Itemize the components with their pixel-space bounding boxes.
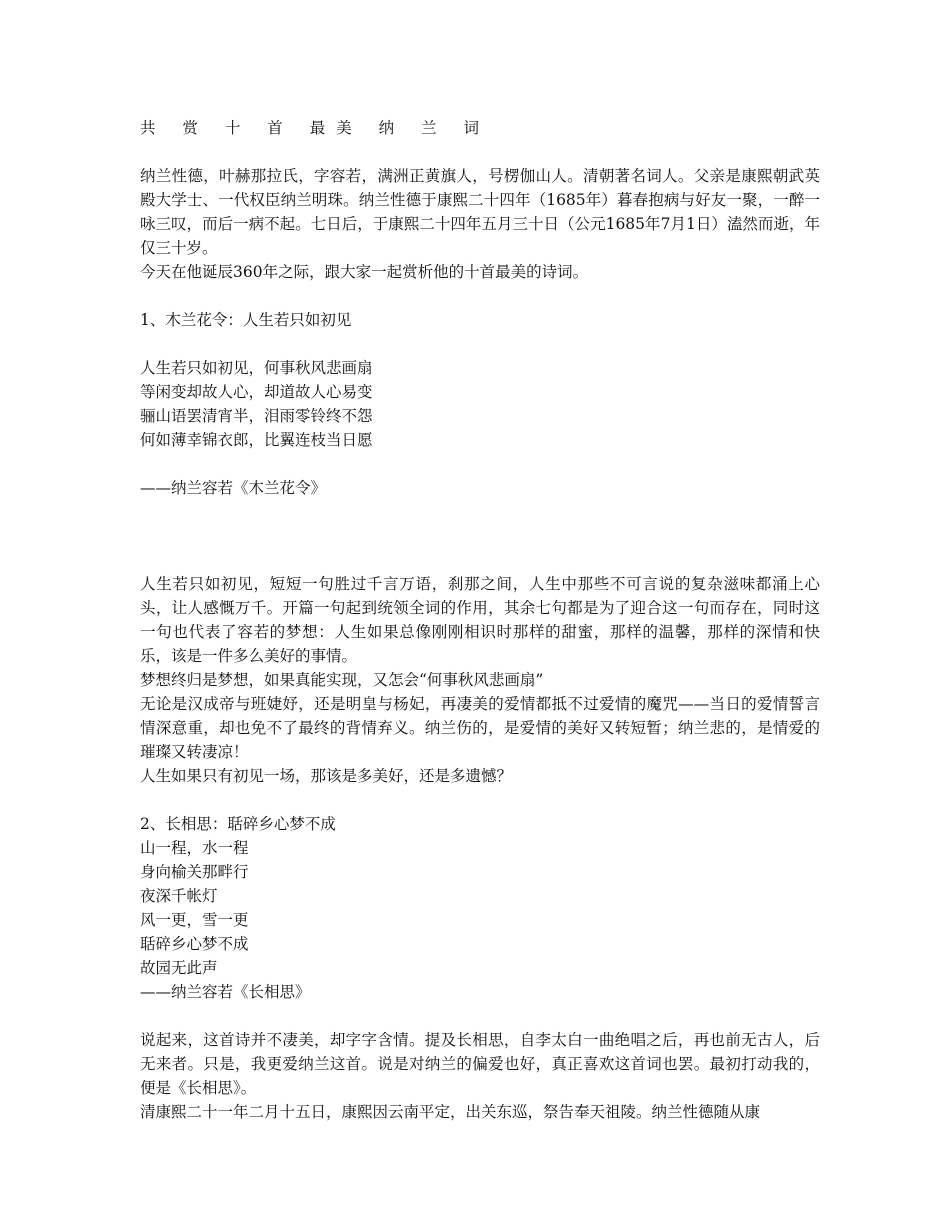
poem-line: 风一更，雪一更 (140, 911, 249, 929)
document-title: 共 赏 十 首 最美 纳 兰 词 (140, 119, 490, 137)
poem-attribution: ——纳兰容若《长相思》 (140, 983, 311, 1001)
poem-line: 聒碎乡心梦不成 (140, 935, 249, 953)
poem-line: 身向榆关那畔行 (140, 863, 249, 881)
intro-paragraph: 今天在他诞辰360年之际，跟大家一起赏析他的十首最美的诗词。 (140, 263, 589, 281)
commentary-paragraph: 梦想终归是梦想，如果真能实现，又怎会“何事秋风悲画扇” (140, 671, 544, 689)
poem-heading: 1、木兰花令：人生若只如初见 (140, 311, 352, 329)
intro-paragraph: 纳兰性德，叶赫那拉氏，字容若，满洲正黄旗人，号楞伽山人。清朝著名词人。父亲是康熙朝武英殿大学士、一代权臣纳兰明珠。纳兰性德于康熙二十四年（1685年）暮春抱病与好友一聚，一醉一咏三叹，而后一病不起。七日后，于康熙二十四年五月三十日（公元1685年7月1日）溘然而逝，年仅三十岁。 (140, 167, 820, 257)
poem-line: 何如薄幸锦衣郎，比翼连枝当日愿 (140, 431, 373, 449)
poem-line: 人生若只如初见，何事秋风悲画扇 (140, 359, 373, 377)
commentary-paragraph: 人生如果只有初见一场，那该是多美好，还是多遗憾？ (140, 767, 513, 785)
poem-line: 骊山语罢清宵半，泪雨零铃终不怨 (140, 407, 373, 425)
poem-heading: 2、长相思：聒碎乡心梦不成 (140, 815, 336, 833)
commentary-paragraph: 无论是汉成帝与班婕妤，还是明皇与杨妃，再凄美的爱情都抵不过爱情的魔咒——当日的爱情誓言情深意重，却也免不了最终的背情弃义。纳兰伤的，是爱情的美好又转短暂；纳兰悲的，是情爱的璀璨又转凄凉！ (140, 695, 820, 761)
poem-line: 等闲变却故人心，却道故人心易变 (140, 383, 373, 401)
poem-line: 故园无此声 (140, 959, 218, 977)
poem-line: 夜深千帐灯 (140, 887, 218, 905)
commentary-paragraph: 清康熙二十一年二月十五日，康熙因云南平定，出关东巡，祭告奉天祖陵。纳兰性德随从康 (140, 1103, 761, 1121)
poem-attribution: ——纳兰容若《木兰花令》 (140, 479, 327, 497)
document-page (140, 116, 820, 1124)
commentary-paragraph: 人生若只如初见，短短一句胜过千言万语，刹那之间，人生中那些不可言说的复杂滋味都涌上心头，让人感慨万千。开篇一句起到统领全词的作用，其余七句都是为了迎合这一句而存在，同时这一句也代表了容若的梦想：人生如果总像刚刚相识时那样的甜蜜，那样的温馨，那样的深情和快乐，该是一件多么美好的事情。 (140, 575, 820, 665)
poem-line: 山一程，水一程 (140, 839, 249, 857)
commentary-paragraph: 说起来，这首诗并不凄美，却字字含情。提及长相思，自李太白一曲绝唱之后，再也前无古人，后无来者。只是，我更爱纳兰这首。说是对纳兰的偏爱也好，真正喜欢这首词也罢。最初打动我的，便是《长相思》。 (140, 1031, 820, 1097)
